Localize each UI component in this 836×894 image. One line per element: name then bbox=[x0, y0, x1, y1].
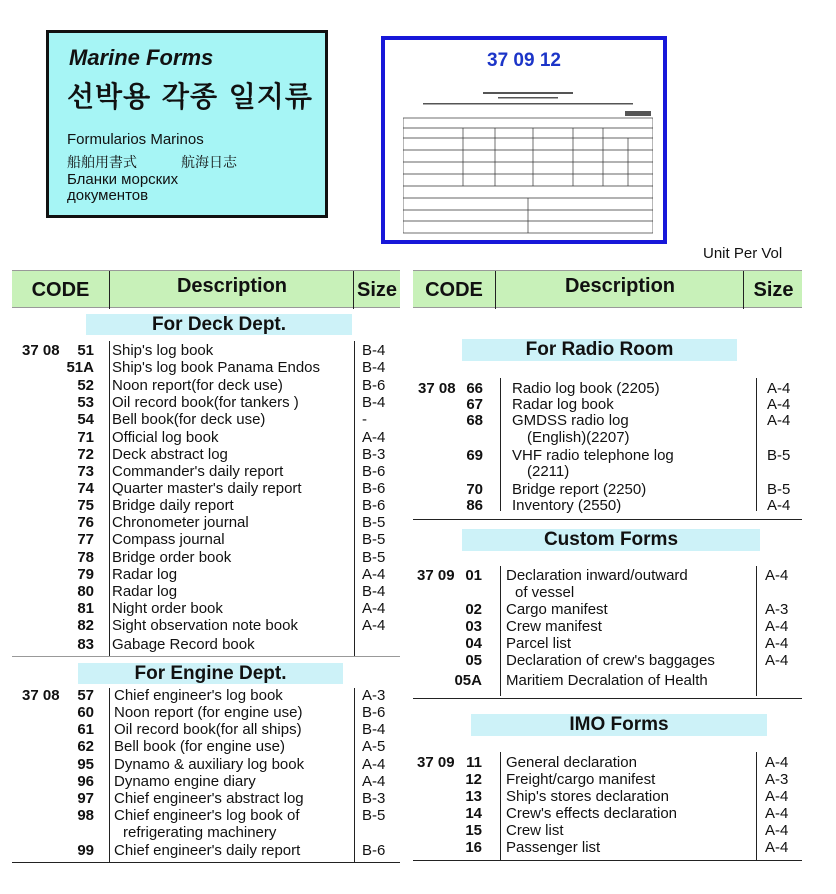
item-description: Sight observation note book bbox=[112, 617, 298, 634]
item-description: Night order book bbox=[112, 600, 223, 617]
item-description-cont: (2211) bbox=[527, 463, 570, 480]
item-size: B-3 bbox=[362, 446, 386, 463]
item-description: Radio log book (2205) bbox=[512, 380, 660, 397]
item-size: B-4 bbox=[362, 583, 386, 600]
item-description: Chief engineer's log book bbox=[114, 687, 283, 704]
item-size: A-3 bbox=[765, 771, 789, 788]
item-size: B-6 bbox=[362, 480, 386, 497]
header-description: Description bbox=[176, 275, 288, 297]
sample-form-code: 37 09 12 bbox=[487, 50, 561, 71]
item-code: 16 bbox=[465, 839, 482, 856]
item-size: B-5 bbox=[767, 447, 791, 464]
item-size: B-5 bbox=[362, 549, 386, 566]
item-description: Dynamo engine diary bbox=[114, 773, 256, 790]
header-code: CODE bbox=[425, 279, 483, 301]
item-code: 74 bbox=[77, 480, 94, 497]
header-description: Description bbox=[564, 275, 676, 297]
item-code: 01 bbox=[465, 567, 482, 584]
item-size: A-4 bbox=[767, 497, 791, 514]
item-size: A-4 bbox=[765, 788, 789, 805]
item-size: B-3 bbox=[362, 790, 386, 807]
header-size: Size bbox=[753, 279, 794, 301]
divider bbox=[500, 378, 501, 511]
section-imo-forms: IMO Forms bbox=[471, 714, 767, 736]
left-table-header bbox=[12, 270, 400, 308]
item-code: 76 bbox=[77, 514, 94, 531]
item-code: 81 bbox=[77, 600, 94, 617]
item-size: A-4 bbox=[362, 600, 386, 617]
divider bbox=[109, 341, 110, 656]
divider bbox=[109, 271, 110, 309]
item-size: B-5 bbox=[362, 807, 386, 824]
item-code: 05A bbox=[454, 672, 482, 689]
divider bbox=[12, 656, 400, 657]
item-description: Quarter master's daily report bbox=[112, 480, 302, 497]
item-description: Radar log bbox=[112, 566, 178, 583]
item-size: B-4 bbox=[362, 359, 386, 376]
divider bbox=[353, 271, 354, 309]
item-description: Chronometer journal bbox=[112, 514, 249, 531]
item-description: Radar log bbox=[112, 583, 178, 600]
item-description: Compass journal bbox=[112, 531, 225, 548]
item-description: Chief engineer's daily report bbox=[114, 842, 301, 859]
item-code: 86 bbox=[466, 497, 483, 514]
item-code: 62 bbox=[77, 738, 94, 755]
divider bbox=[413, 698, 802, 699]
divider bbox=[500, 566, 501, 696]
item-code: 71 bbox=[77, 429, 94, 446]
item-size: B-6 bbox=[362, 463, 386, 480]
right-table-header bbox=[413, 270, 802, 308]
item-size: A-4 bbox=[362, 429, 386, 446]
header-code: CODE bbox=[31, 279, 90, 301]
item-size: B-4 bbox=[362, 721, 386, 738]
item-size: A-4 bbox=[767, 396, 791, 413]
item-code: 73 bbox=[77, 463, 94, 480]
section-radio-room: For Radio Room bbox=[462, 339, 737, 361]
header-size: Size bbox=[356, 279, 398, 301]
item-description: Inventory (2550) bbox=[512, 497, 622, 514]
item-code: 72 bbox=[77, 446, 94, 463]
item-size: A-4 bbox=[765, 635, 789, 652]
item-code: 98 bbox=[77, 807, 94, 824]
item-description: Radar log book bbox=[512, 396, 614, 413]
code-prefix: 37 08 bbox=[22, 687, 60, 704]
item-description: Bell book(for deck use) bbox=[112, 411, 266, 428]
item-code: 80 bbox=[77, 583, 94, 600]
code-prefix: 37 09 bbox=[417, 754, 455, 771]
item-description: Bridge report (2250) bbox=[512, 481, 647, 498]
unit-label: Unit Per Vol bbox=[703, 245, 783, 262]
item-size: B-5 bbox=[362, 531, 386, 548]
item-code: 77 bbox=[77, 531, 94, 548]
item-size: B-6 bbox=[362, 842, 386, 859]
item-code: 52 bbox=[77, 377, 94, 394]
divider bbox=[495, 271, 496, 309]
item-code: 51A bbox=[66, 359, 94, 376]
item-code: 70 bbox=[466, 481, 483, 498]
item-description: Passenger list bbox=[506, 839, 601, 856]
title-spanish: Formularios Marinos bbox=[67, 131, 204, 148]
item-code: 04 bbox=[465, 635, 482, 652]
item-description: Ship's stores declaration bbox=[506, 788, 669, 805]
item-code: 79 bbox=[77, 566, 94, 583]
code-prefix: 37 08 bbox=[22, 342, 60, 359]
item-description: Declaration inward/outward bbox=[506, 567, 688, 584]
item-description: Deck abstract log bbox=[112, 446, 228, 463]
item-size: A-4 bbox=[765, 618, 789, 635]
item-size: A-4 bbox=[765, 839, 789, 856]
item-size: A-4 bbox=[765, 805, 789, 822]
item-code: 12 bbox=[465, 771, 482, 788]
item-description: Maritiem Decralation of Health bbox=[506, 672, 708, 689]
title-russian-2: документов bbox=[67, 187, 149, 204]
divider bbox=[413, 860, 802, 861]
divider bbox=[743, 271, 744, 309]
title-box bbox=[46, 30, 328, 218]
item-description: Declaration of crew's baggages bbox=[506, 652, 715, 669]
item-size: A-3 bbox=[362, 687, 386, 704]
item-size: A-4 bbox=[765, 652, 789, 669]
item-code: 78 bbox=[77, 549, 94, 566]
item-code: 51 bbox=[77, 342, 94, 359]
item-size: A-3 bbox=[765, 601, 789, 618]
item-size: A-4 bbox=[765, 822, 789, 839]
sample-form-image bbox=[403, 80, 653, 235]
title-japanese-2: 航海日志 bbox=[181, 155, 237, 171]
item-size: B-6 bbox=[362, 497, 386, 514]
item-description: Chief engineer's log book of bbox=[114, 807, 300, 824]
item-size: B-6 bbox=[362, 704, 386, 721]
divider bbox=[500, 752, 501, 860]
item-code: 97 bbox=[77, 790, 94, 807]
item-code: 14 bbox=[465, 805, 482, 822]
item-description: Crew's effects declaration bbox=[506, 805, 677, 822]
divider bbox=[756, 566, 757, 696]
item-code: 83 bbox=[77, 636, 94, 653]
item-description-cont: (English)(2207) bbox=[527, 429, 630, 446]
item-code: 57 bbox=[77, 687, 94, 704]
divider bbox=[354, 688, 355, 862]
item-code: 60 bbox=[77, 704, 94, 721]
item-code: 13 bbox=[465, 788, 482, 805]
item-size: B-4 bbox=[362, 342, 386, 359]
item-size: B-5 bbox=[767, 481, 791, 498]
section-deck-dept: For Deck Dept. bbox=[86, 314, 352, 335]
item-code: 96 bbox=[77, 773, 94, 790]
item-description: General declaration bbox=[506, 754, 637, 771]
section-engine-dept: For Engine Dept. bbox=[78, 663, 343, 684]
item-description: Freight/cargo manifest bbox=[506, 771, 656, 788]
item-code: 67 bbox=[466, 396, 483, 413]
item-code: 03 bbox=[465, 618, 482, 635]
item-code: 66 bbox=[466, 380, 483, 397]
title-korean: 선박용 각종 일지류 bbox=[67, 80, 313, 113]
item-description: Crew manifest bbox=[506, 618, 602, 635]
item-description: Noon report(for deck use) bbox=[112, 377, 283, 394]
item-size: A-4 bbox=[362, 773, 386, 790]
item-code: 02 bbox=[465, 601, 482, 618]
section-custom-forms: Custom Forms bbox=[462, 529, 760, 551]
divider bbox=[12, 862, 400, 863]
item-description: Ship's log book Panama Endos bbox=[112, 359, 321, 376]
item-description: Oil record book(for all ships) bbox=[114, 721, 302, 738]
code-prefix: 37 09 bbox=[417, 567, 455, 584]
item-size: B-6 bbox=[362, 377, 386, 394]
item-size: A-4 bbox=[362, 566, 386, 583]
item-size: A-5 bbox=[362, 738, 386, 755]
item-size: A-4 bbox=[765, 567, 789, 584]
item-size: A-4 bbox=[362, 756, 386, 773]
item-description: Oil record book(for tankers ) bbox=[112, 394, 299, 411]
item-code: 54 bbox=[77, 411, 94, 428]
item-code: 53 bbox=[77, 394, 94, 411]
item-code: 11 bbox=[466, 754, 482, 771]
item-description: Ship's log book bbox=[112, 342, 214, 359]
item-size: B-5 bbox=[362, 514, 386, 531]
item-size: - bbox=[362, 411, 367, 428]
item-size: A-4 bbox=[362, 617, 386, 634]
item-code: 99 bbox=[77, 842, 94, 859]
item-code: 68 bbox=[466, 412, 483, 429]
item-description-cont: refrigerating machinery bbox=[123, 824, 277, 841]
item-description: Commander's daily report bbox=[112, 463, 284, 480]
title-japanese-1: 船舶用書式 bbox=[67, 155, 137, 171]
item-description: Bridge daily report bbox=[112, 497, 234, 514]
item-description: Chief engineer's abstract log bbox=[114, 790, 304, 807]
divider bbox=[756, 752, 757, 860]
item-code: 75 bbox=[77, 497, 94, 514]
item-size: A-4 bbox=[767, 380, 791, 397]
title-russian-1: Бланки морских bbox=[67, 171, 179, 188]
divider bbox=[756, 378, 757, 511]
item-code: 61 bbox=[77, 721, 94, 738]
item-description: Crew list bbox=[506, 822, 564, 839]
item-description: Official log book bbox=[112, 429, 219, 446]
item-size: B-4 bbox=[362, 394, 386, 411]
item-description: Dynamo & auxiliary log book bbox=[114, 756, 305, 773]
item-description: VHF radio telephone log bbox=[512, 447, 674, 464]
sample-form-thumbnail bbox=[381, 36, 667, 244]
item-description-cont: of vessel bbox=[515, 584, 575, 601]
item-size: A-4 bbox=[765, 754, 789, 771]
divider bbox=[413, 519, 802, 520]
code-prefix: 37 08 bbox=[418, 380, 456, 397]
divider bbox=[109, 688, 110, 862]
item-code: 05 bbox=[465, 652, 482, 669]
item-code: 95 bbox=[77, 756, 94, 773]
item-description: Noon report (for engine use) bbox=[114, 704, 303, 721]
item-description: GMDSS radio log bbox=[512, 412, 629, 429]
title-english: Marine Forms bbox=[69, 45, 214, 70]
item-description: Bell book (for engine use) bbox=[114, 738, 285, 755]
item-size: A-4 bbox=[767, 412, 791, 429]
item-description: Bridge order book bbox=[112, 549, 232, 566]
item-code: 82 bbox=[77, 617, 94, 634]
item-description: Cargo manifest bbox=[506, 601, 608, 618]
item-code: 69 bbox=[466, 447, 483, 464]
item-code: 15 bbox=[465, 822, 482, 839]
item-description: Gabage Record book bbox=[112, 636, 255, 653]
divider bbox=[354, 341, 355, 656]
item-description: Parcel list bbox=[506, 635, 572, 652]
